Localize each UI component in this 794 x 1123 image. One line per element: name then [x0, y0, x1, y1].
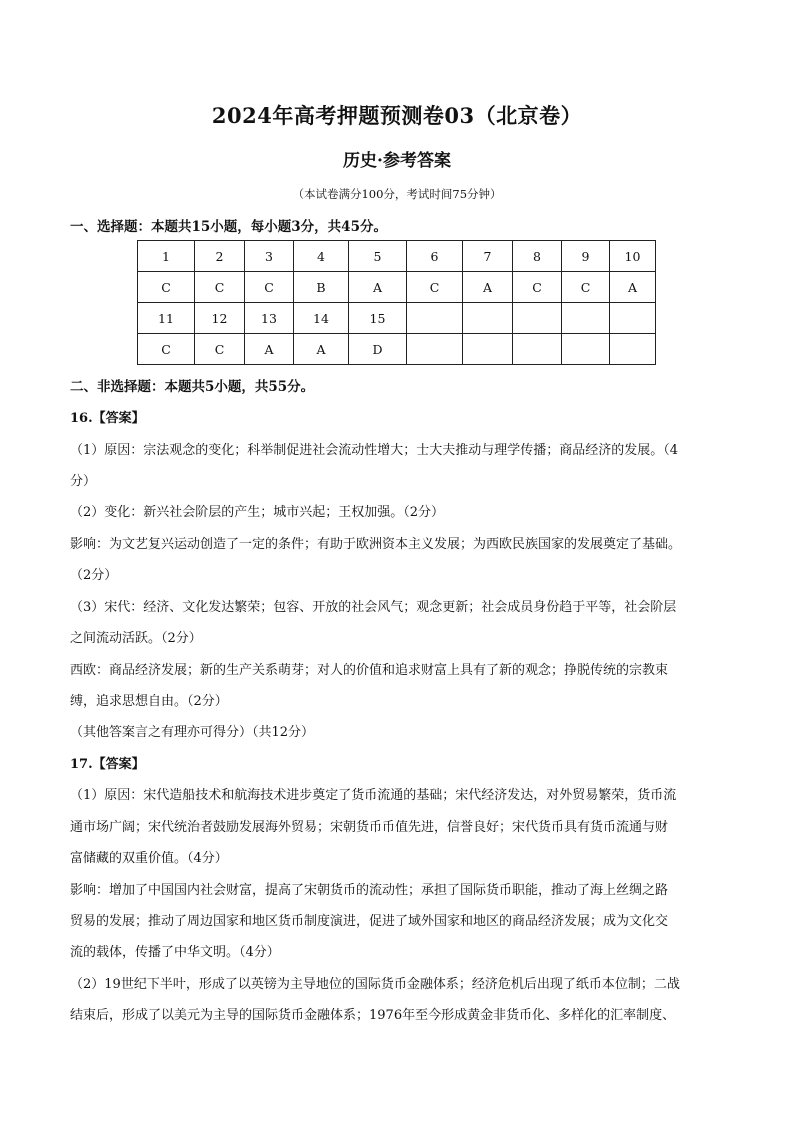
page-title: 2024年高考押题预测卷03（北京卷）	[211, 103, 583, 128]
question-number-cell: 9	[562, 241, 610, 272]
answer-line: 西欧：商品经济发展；新的生产关系萌芽；对人的价值和追求财富上具有了新的观念；挣脱传统的宗教束	[70, 663, 669, 678]
answer-cell: C	[138, 334, 195, 365]
answer-line: （3）宋代：经济、文化发达繁荣；包容、开放的社会风气；观念更新；社会成员身份趋于平等，社会阶层	[70, 600, 677, 615]
answer-cell: A	[610, 272, 656, 303]
empty-cell	[562, 334, 610, 365]
empty-cell	[407, 303, 463, 334]
answer-cell: C	[195, 334, 245, 365]
question-number-cell: 6	[407, 241, 463, 272]
answer-cell: A	[463, 272, 513, 303]
answer-line: （其他答案言之有理亦可得分）（共12分）	[70, 725, 315, 740]
table-row	[138, 334, 656, 365]
answer-cell: C	[513, 272, 562, 303]
answer-cell: A	[294, 334, 349, 365]
question-number-cell: 13	[245, 303, 294, 334]
answer-cell: B	[294, 272, 349, 303]
question-number-cell: 8	[513, 241, 562, 272]
empty-cell	[610, 303, 656, 334]
answer-line: （2）变化：新兴社会阶层的产生；城市兴起；王权加强。（2分）	[70, 505, 445, 520]
answer-cell: C	[407, 272, 463, 303]
answer-cell: C	[562, 272, 610, 303]
answer-line: 流的载体，传播了中华文明。（4分）	[70, 945, 280, 960]
empty-cell	[562, 303, 610, 334]
empty-cell	[610, 334, 656, 365]
answer-cell: A	[245, 334, 294, 365]
section-2-heading: 二、非选择题：本题共5小题，共55分。	[70, 379, 315, 395]
question-number-cell: 12	[195, 303, 245, 334]
question-number-cell: 10	[610, 241, 656, 272]
answer-line: 通市场广阔；宋代统治者鼓励发展海外贸易；宋朝货币币值先进，信誉良好；宋代货币具有货币流通与财	[70, 820, 669, 835]
answer-cell: D	[349, 334, 407, 365]
answer-line: 富储藏的双重价值。（4分）	[70, 851, 228, 866]
question-number-cell: 1	[138, 241, 195, 272]
answer-line: （2）19世纪下半叶，形成了以英镑为主导地位的国际货币金融体系；经济危机后出现了纸币本位制；二战	[70, 977, 680, 992]
answer-line: （1）原因：宋代造船技术和航海技术进步奠定了货币流通的基础；宋代经济发达，对外贸易繁荣，货币流	[70, 788, 677, 803]
question-17-heading: 17.【答案】	[70, 757, 145, 772]
answer-cell: C	[245, 272, 294, 303]
answer-cell: C	[195, 272, 245, 303]
answer-line: 结束后，形成了以美元为主导的国际货币金融体系；1976年至今形成黄金非货币化、多样化的汇率制度、	[70, 1008, 676, 1023]
answer-line: 之间流动活跃。（2分）	[70, 631, 202, 646]
section-1-heading: 一、选择题：本题共15小题，每小题3分，共45分。	[70, 219, 387, 235]
question-number-cell: 7	[463, 241, 513, 272]
question-number-cell: 5	[349, 241, 407, 272]
answer-line: 影响：增加了中国国内社会财富，提高了宋朝货币的流动性；承担了国际货币职能，推动了海上丝绸之路	[70, 883, 669, 898]
table-row	[138, 241, 656, 272]
empty-cell	[513, 303, 562, 334]
exam-note: （本试卷满分100分，考试时间75分钟）	[292, 187, 502, 201]
answer-line: 分）	[70, 474, 97, 489]
answer-line: （1）原因：宗法观念的变化；科举制促进社会流动性增大；士大夫推动与理学传播；商品经济的发展。（4	[70, 443, 679, 458]
table-row	[138, 303, 656, 334]
question-number-cell: 3	[245, 241, 294, 272]
answer-cell: C	[138, 272, 195, 303]
question-number-cell: 2	[195, 241, 245, 272]
answer-table	[137, 240, 656, 365]
question-16-heading: 16.【答案】	[70, 411, 145, 426]
question-number-cell: 11	[138, 303, 195, 334]
answer-line: 缚，追求思想自由。（2分）	[70, 694, 228, 709]
page-subtitle: 历史·参考答案	[343, 151, 451, 171]
question-number-cell: 14	[294, 303, 349, 334]
empty-cell	[463, 303, 513, 334]
question-number-cell: 15	[349, 303, 407, 334]
empty-cell	[407, 334, 463, 365]
empty-cell	[463, 334, 513, 365]
answer-line: 贸易的发展；推动了周边国家和地区货币制度演进，促进了域外国家和地区的商品经济发展；成为文化交	[70, 914, 669, 929]
answer-line: 影响：为文艺复兴运动创造了一定的条件；有助于欧洲资本主义发展；为西欧民族国家的发展奠定了基础。	[70, 537, 682, 552]
answer-cell: A	[349, 272, 407, 303]
answer-line: （2分）	[70, 568, 118, 583]
empty-cell	[513, 334, 562, 365]
table-row	[138, 272, 656, 303]
question-number-cell: 4	[294, 241, 349, 272]
